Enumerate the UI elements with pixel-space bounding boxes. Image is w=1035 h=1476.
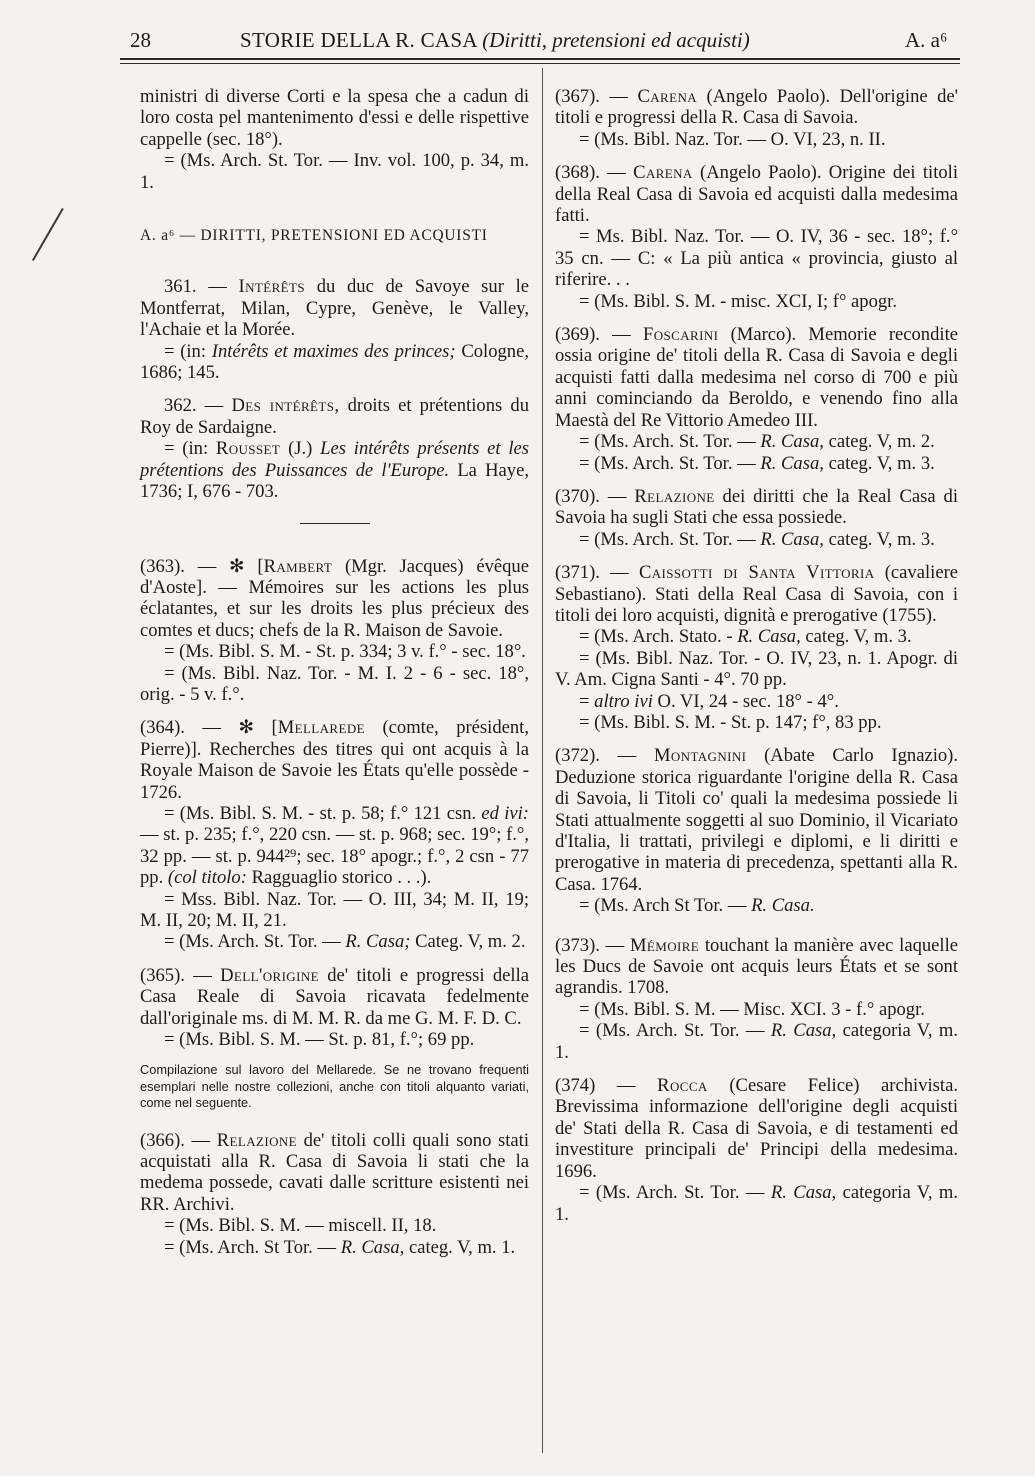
entry-head: Rambert — [263, 555, 333, 577]
entry-369: (369). — Foscarini (Marco). Memorie recondite ossia origine de' titoli della R. Casa di Savoia e degli acquisti fatti dalla medesima nel corso di 700 e più anni cominciando da Beroldo, e venendo fino alla Maestà del Re Vittorio Amedeo III. = (Ms. Arch. St. Tor. — R. Casa, categ. V, m. 2. = (Ms. Arch. St. Tor. — R. Casa, categ. V, m. 3. — [555, 324, 958, 474]
intro-text: ministri di diverse Corti e la spesa che a cadun di loro costa pel mantenimento d'essi e delle rispettive cappelle (sec. 18°). — [140, 86, 529, 150]
intro-reference: = (Ms. Arch. St. Tor. — Inv. vol. 100, p. 34, m. 1. — [140, 150, 529, 193]
entry-374: (374) — Rocca (Cesare Felice) archivista. Brevissima informazione dell'origine degli acquisti de' Stati della R. Casa di Savoia, e di testamenti ed investiture principali de' Principi della medesima. 1696. = (Ms. Arch. St. Tor. — R. Casa, categoria V, m. 1. — [555, 1075, 958, 1225]
entry-head: Montagnini — [653, 745, 747, 767]
entry-361: 361. — Intérêts du duc de Savoye sur le Montferrat, Milan, Cypre, Genève, le Valley, l'Achaie et la Morée. = (in: Intérêts et maximes des princes; Cologne, 1686; 145. — [140, 276, 530, 384]
entry-362: 362. — Des intérêts, droits et prétentions du Roy de Sardaigne. = (in: Rousset (J.) Les intérêts présents et les prétentions des Puissances de l'Europe. La Haye, 1736; I, 676 - 703. — [140, 395, 530, 503]
entry-head: Mémoire — [629, 934, 700, 956]
entry-365: (365). — Dell'origine de' titoli e progressi della Casa Reale di Savoia ricavata fedelmente dall'originale ms. di M. M. R. da me G. M. F. D. C. = (Ms. Bibl. S. M. — St. p. 81, f.°; 69 pp. Compilazione sul lavoro del Mellarede. Se ne trovano frequenti esemplari nelle nostre collezioni, anche con titoli alquanto variati, come nel seguente. — [140, 964, 529, 1111]
entry-head: Mellarede — [277, 717, 365, 739]
column-divider — [542, 68, 543, 1453]
section-heading: A. a⁶ — DIRITTI, PRETENSIONI ED ACQUISTI — [140, 227, 488, 245]
entry-363: (363). — ✻ [Rambert (Mgr. Jacques) évêque d'Aoste]. — Mémoires sur les actions les plus éclatantes, et sur les droits les plus précieux des comtes et ducs; chefs de la R. Maison de Savoie. = (Ms. Bibl. S. M. - St. p. 334; 3 v. f.° - sec. 18°. = (Ms. Bibl. Naz. Tor. - M. I. 2 - 6 - sec. 18°, orig. - 5 v. f.°. — [140, 555, 529, 705]
header-rule-top — [120, 58, 960, 60]
entry-368: (368). — Carena (Angelo Paolo). Origine dei titoli della Real Casa di Savoia ed acquisti dalla medesima fatti. = Ms. Bibl. Naz. Tor. — O. IV, 36 - sec. 18°; f.° 35 cn. — C: « La più antica « provincia, giusto al riferire. . . = (Ms. Bibl. S. M. - misc. XCI, I; f° apogr. — [555, 162, 959, 312]
entry-head: Carena — [637, 86, 698, 107]
entry-head: Carena — [633, 162, 693, 184]
entry-head: Rocca — [657, 1075, 708, 1097]
entry-head: Intérêts — [238, 276, 305, 298]
entry-367: (367). — Carena (Angelo Paolo). Dell'origine de' titoli e progressi della R. Casa di Savoia. = (Ms. Bibl. Naz. Tor. — O. VI, 23, n. II. — [555, 86, 958, 150]
left-column — [140, 86, 529, 1258]
entry-head: Des intérêts, — [231, 395, 340, 417]
entry-373: (373). — Mémoire touchant la manière avec laquelle les Ducs de Savoie ont acquis leurs États et se sont agrandis. 1708. = (Ms. Bibl. S. M. — Misc. XCI. 3 - f.° apogr. = (Ms. Arch. St. Tor. — R. Casa, categoria V, m. 1. — [555, 934, 959, 1063]
entry-head: Dell'origine — [220, 964, 319, 986]
entry-371: (371). — Caissotti di Santa Vittoria (cavaliere Sebastiano). Stati della Real Casa di Savoia, con i titoli dei loro acquisti, dignità e prerogative (1755). = (Ms. Arch. Stato. - R. Casa, categ. V, m. 3. = (Ms. Bibl. Naz. Tor. - O. IV, 23, n. 1. Apogr. di V. Am. Cigna Santi - 4°. 70 pp. = altro ivi O. VI, 24 - sec. 18° - 4°. = (Ms. Bibl. S. M. - St. p. 147; f°, 83 pp. — [555, 562, 959, 733]
running-header — [0, 28, 1035, 58]
entry-head: Relazione — [216, 1129, 297, 1151]
right-column — [555, 86, 958, 1225]
entry-head: Foscarini — [643, 324, 719, 346]
page-number: 28 — [130, 28, 151, 52]
entry-366: (366). — Relazione de' titoli colli quali sono stati acquistati alla R. Casa di Savoia li stati che la medema possede, cavati dalle scritture esistenti nei RR. Archivi. = (Ms. Bibl. S. M. — miscell. II, 18. = (Ms. Arch. St Tor. — R. Casa, categ. V, m. 1. — [140, 1129, 529, 1258]
running-title: STORIE DELLA R. CASA (Diritti, pretensioni ed acquisti) — [240, 28, 750, 52]
section-reference: A. a⁶ — [905, 28, 948, 52]
entry-head: Caissotti di Santa Vittoria — [638, 562, 875, 584]
separator-rule — [300, 523, 370, 524]
footnote: Compilazione sul lavoro del Mellarede. Se ne trovano frequenti esemplari nelle nostre collezioni, anche con titoli alquanto variati, come nel seguente. — [140, 1062, 529, 1111]
entry-370: (370). — Relazione dei diritti che la Real Casa di Savoia ha sugli Stati che essa possiede. = (Ms. Arch. St. Tor. — R. Casa, categ. V, m. 3. — [555, 485, 958, 550]
header-rule-bottom — [120, 63, 960, 64]
entry-head: Relazione — [634, 485, 715, 507]
entry-372: (372). — Montagnini (Abate Carlo Ignazio). Deduzione storica riguardante l'origine della R. Casa di Savoia, li Titoli co' quali la medesima possiede li Stati attualmente soggetti al suo Dominio, il Vicariato d'Italia, li trattati, privilegi e diplomi, e li diritti e prerogative in materia di precedenza, spettanti alla R. Casa. 1764. = (Ms. Arch St Tor. — R. Casa. — [555, 745, 959, 917]
entry-364: (364). — ✻ [Mellarede (comte, président, Pierre)]. Recherches des titres qui ont acquis à la Royale Maison de Savoie les États qu'elle possède - 1726. = (Ms. Bibl. S. M. - st. p. 58; f.° 121 csn. ed ivi: — st. p. 235; f.°, 220 csn. — st. p. 968; sec. 19°; f.°, 32 pp. — st. p. 944²⁹; sec. 18° apogr.; f.°, 2 csn - 77 pp. (col titolo: Ragguaglio storico . . .). = Mss. Bibl. Naz. Tor. — O. III, 34; M. II, 19; M. II, 20; M. II, 21. = (Ms. Arch. St. Tor. — R. Casa; Categ. V, m. 2. — [140, 717, 529, 953]
pencil-mark — [32, 208, 64, 261]
